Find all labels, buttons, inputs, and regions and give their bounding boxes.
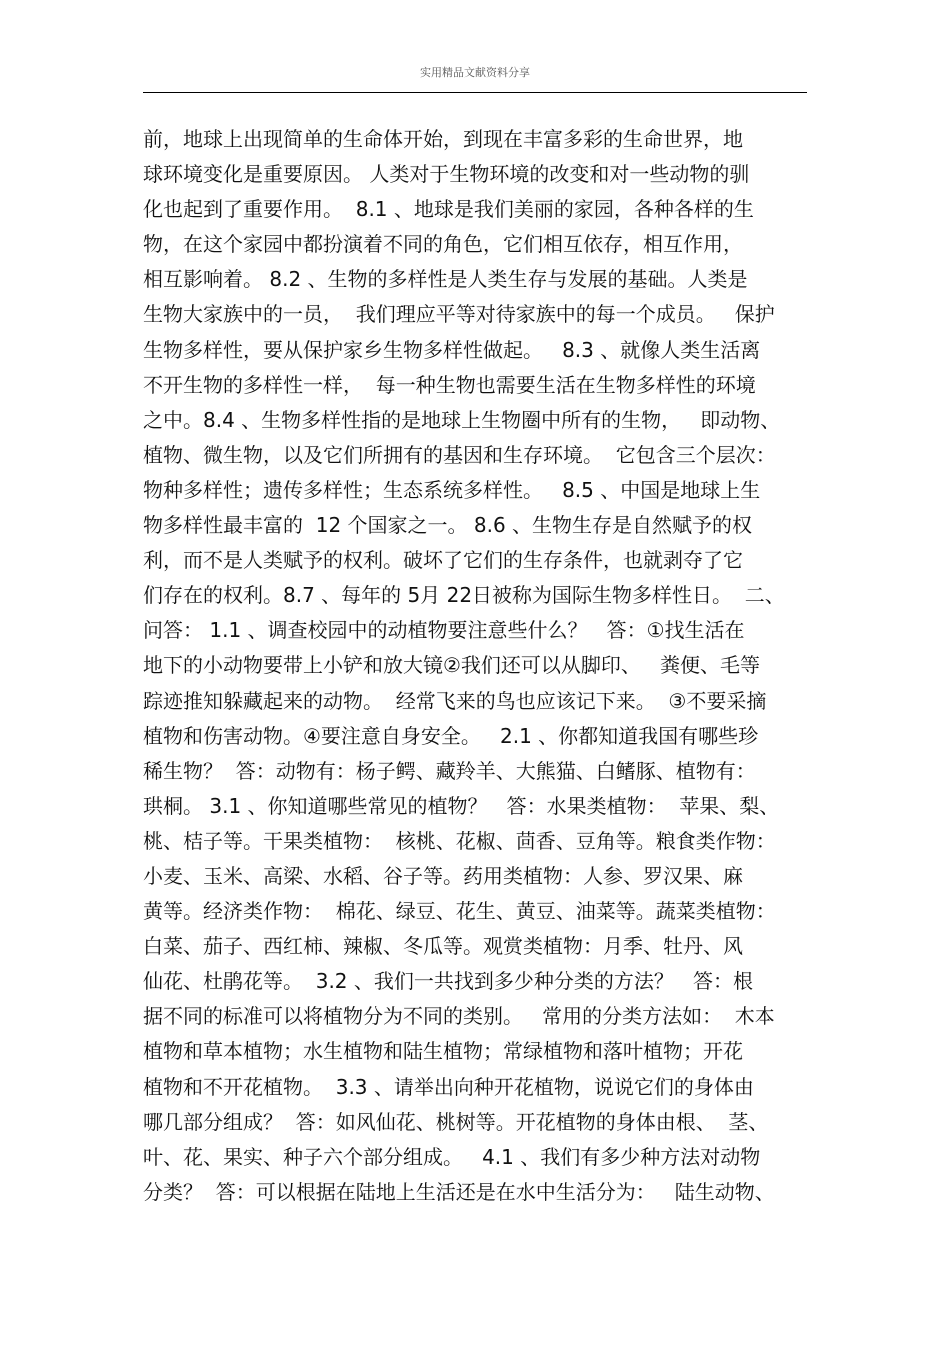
text-line: 们存在的权利。8.7 、每年的 5月 22日被称为国际生物多样性日。 二、 <box>143 583 785 608</box>
text-line: 物，在这个家园中都扮演着不同的角色，它们相互依存，相互作用， <box>143 232 743 257</box>
text-line: 黄等。经济类作物： 棉花、绿豆、花生、黄豆、油菜等。蔬菜类植物： <box>143 899 776 924</box>
body-text <box>143 122 813 1210</box>
text-line: 白菜、茄子、西红柿、辣椒、冬瓜等。观赏类植物：月季、牡丹、风 <box>143 934 743 959</box>
text-line: 植物和草本植物；水生植物和陆生植物；常绿植物和落叶植物；开花 <box>143 1039 743 1064</box>
text-line: 物种多样性；遗传多样性；生态系统多样性。 8.5 、中国是地球上生 <box>143 477 761 502</box>
text-line: 植物和伤害动物。④要注意自身安全。 2.1 、你都知道我国有哪些珍 <box>143 723 759 748</box>
text-line: 生物多样性，要从保护家乡生物多样性做起。 8.3 、就像人类生活离 <box>143 337 761 362</box>
text-line: 踪迹推知躲藏起来的动物。 经常飞来的鸟也应该记下来。 ③不要采摘 <box>143 688 767 713</box>
text-line: 化也起到了重要作用。 8.1 、地球是我们美丽的家园，各种各样的生 <box>143 197 754 222</box>
text-line: 分类？ 答：可以根据在陆地上生活还是在水中生活分为： 陆生动物、 <box>143 1179 775 1204</box>
text-line: 桃、桔子等。干果类植物： 核桃、花椒、茴香、豆角等。粮食类作物： <box>143 828 776 853</box>
text-line: 珙桐。 3.1 、你知道哪些常见的植物？ 答：水果类植物： 苹果、梨、 <box>143 793 780 818</box>
text-line: 生物大家族中的一员， 我们理应平等对待家族中的每一个成员。 保护 <box>143 302 775 327</box>
text-line: 前，地球上出现简单的生命体开始，到现在丰富多彩的生命世界，地 <box>143 127 743 151</box>
text-line: 球环境变化是重要原因。 人类对于生物环境的改变和对一些动物的驯 <box>143 162 750 187</box>
text-line: 据不同的标准可以将植物分为不同的类别。 常用的分类方法如： 木本 <box>143 1004 775 1029</box>
text-line: 稀生物？ 答：动物有：杨子鳄、藏羚羊、大熊猫、白鳍豚、植物有： <box>143 758 756 783</box>
text-line: 相互影响着。 8.2 、生物的多样性是人类生存与发展的基础。人类是 <box>143 267 748 292</box>
text-line: 仙花、杜鹃花等。 3.2 、我们一共找到多少种分类的方法？ 答：根 <box>143 969 753 994</box>
text-line: 植物和不开花植物。 3.3 、请举出向种开花植物，说说它们的身体由 <box>143 1074 754 1099</box>
text-line: 叶、花、果实、种子六个部分组成。 4.1 、我们有多少种方法对动物 <box>143 1144 761 1169</box>
text-line: 哪几部分组成？ 答：如风仙花、桃树等。开花植物的身体由根、 茎、 <box>143 1109 769 1134</box>
text-line: 植物、微生物，以及它们所拥有的基因和生存环境。 它包含三个层次： <box>143 442 776 467</box>
text-line: 小麦、玉米、高梁、水稻、谷子等。药用类植物：人参、罗汉果、麻 <box>143 863 743 888</box>
text-line: 不开生物的多样性一样， 每一种生物也需要生活在生物多样性的环境 <box>143 372 756 397</box>
page-header: 实用精品文献资料分享 <box>143 64 807 93</box>
text-line: 之中。8.4 、生物多样性指的是地球上生物圈中所有的生物， 即动物、 <box>143 407 781 432</box>
text-line: 物多样性最丰富的 12 个国家之一。 8.6 、生物生存是自然赋予的权 <box>143 513 753 538</box>
text-line: 问答： 1.1 、调查校园中的动植物要注意些什么？ 答：①找生活在 <box>143 618 745 643</box>
text-line: 地下的小动物要带上小铲和放大镜②我们还可以从脚印、 粪便、毛等 <box>143 653 761 678</box>
text-line: 利，而不是人类赋予的权利。破坏了它们的生存条件，也就剥夺了它 <box>143 548 743 573</box>
